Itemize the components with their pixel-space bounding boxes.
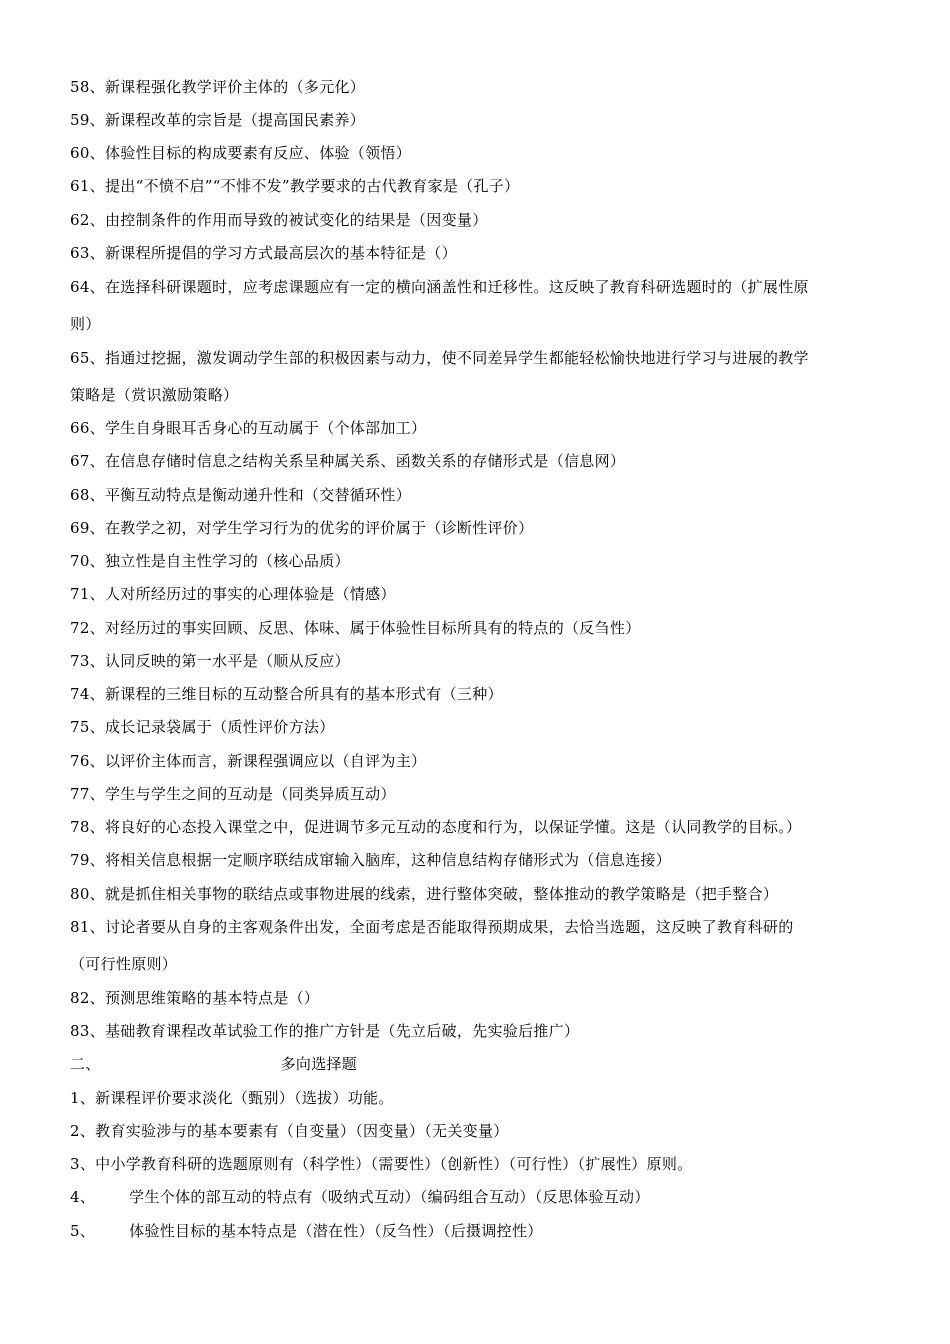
question-77: 77、学生与学生之间的互动是（同类异质互动） <box>70 785 396 803</box>
question-83: 83、基础教育课程改革试验工作的推广方针是（先立后破，先实验后推广） <box>70 1022 580 1040</box>
question-59: 59、新课程改革的宗旨是（提高国民素养） <box>70 111 366 129</box>
question-61: 61、提出“不愤不启”“不悱不发”教学要求的古代教育家是（孔子） <box>70 177 520 195</box>
question-82: 82、预测思维策略的基本特点是（） <box>70 989 320 1007</box>
question-62: 62、由控制条件的作用而导致的被试变化的结果是（因变量） <box>70 211 488 229</box>
question-58: 58、新课程强化教学评价主体的（多元化） <box>70 78 366 96</box>
question-68: 68、平衡互动特点是衡动递升性和（交替循环性） <box>70 486 411 504</box>
multi-question-4-text: 学生个体的部互动的特点有（吸纳式互动）（编码组合互动）（反思体验互动） <box>129 1188 650 1206</box>
question-66: 66、学生自身眼耳舌身心的互动属于（个体部加工） <box>70 419 427 437</box>
question-74: 74、新课程的三维目标的互动整合所具有的基本形式有（三种） <box>70 685 503 703</box>
question-81-continued: （可行性原则） <box>70 955 178 973</box>
multi-question-5-number: 5、 <box>70 1222 96 1240</box>
multi-question-4 <box>70 1187 650 1207</box>
multi-question-5 <box>70 1221 543 1241</box>
section-heading <box>70 1054 357 1074</box>
question-71: 71、人对所经历过的事实的心理体验是（情感） <box>70 585 396 603</box>
multi-question-1: 1、新课程评价要求淡化（甄别）（选拔）功能。 <box>70 1089 394 1107</box>
multi-question-4-number: 4、 <box>70 1188 96 1206</box>
question-78: 78、将良好的心态投入课堂之中，促进调节多元互动的态度和行为，以保证学懂。这是（认同教学的目标。） <box>70 818 802 836</box>
question-76: 76、以评价主体而言，新课程强调应以（自评为主） <box>70 752 427 770</box>
question-72: 72、对经历过的事实回顾、反思、体味、属于体验性目标所具有的特点的（反刍性） <box>70 619 641 637</box>
question-81: 81、讨论者要从自身的主客观条件出发，全面考虑是否能取得预期成果，去恰当选题，这反映了教育科研的 <box>70 918 794 936</box>
question-70: 70、独立性是自主性学习的（核心品质） <box>70 552 350 570</box>
section-number: 二、 <box>70 1055 101 1073</box>
question-79: 79、将相关信息根据一定顺序联结成窜输入脑库，这种信息结构存储形式为（信息连接） <box>70 851 672 869</box>
question-64-continued: 则） <box>70 315 101 333</box>
question-64: 64、在选择科研课题时，应考虑课题应有一定的横向涵盖性和迁移性。这反映了教育科研选题时的（扩展性原 <box>70 278 809 296</box>
question-80: 80、就是抓住相关事物的联结点或事物进展的线索，进行整体突破，整体推动的教学策略是（把手整合） <box>70 885 779 903</box>
question-63: 63、新课程所提倡的学习方式最高层次的基本特征是（） <box>70 244 457 262</box>
section-title: 多向选择题 <box>280 1055 358 1073</box>
question-69: 69、在教学之初，对学生学习行为的优劣的评价属于（诊断性评价） <box>70 519 534 537</box>
question-75: 75、成长记录袋属于（质性评价方法） <box>70 718 335 736</box>
multi-question-2: 2、教育实验涉与的基本要素有（自变量）（因变量）（无关变量） <box>70 1122 509 1140</box>
multi-question-3: 3、中小学教育科研的选题原则有（科学性）（需要性）（创新性）（可行性）（扩展性）原则。 <box>70 1155 693 1173</box>
question-65-continued: 策略是（赏识激励策略） <box>70 386 239 404</box>
question-67: 67、在信息存储时信息之结构关系呈种属关系、函数关系的存储形式是（信息网） <box>70 452 626 470</box>
multi-question-5-text: 体验性目标的基本特点是（潜在性）（反刍性）（后摄调控性） <box>129 1222 543 1240</box>
question-65: 65、指通过挖掘，激发调动学生部的积极因素与动力，使不同差异学生都能轻松愉快地进行学习与进展的教学 <box>70 349 809 367</box>
question-73: 73、认同反映的第一水平是（顺从反应） <box>70 652 350 670</box>
question-60: 60、体验性目标的构成要素有反应、体验（领悟） <box>70 144 411 162</box>
